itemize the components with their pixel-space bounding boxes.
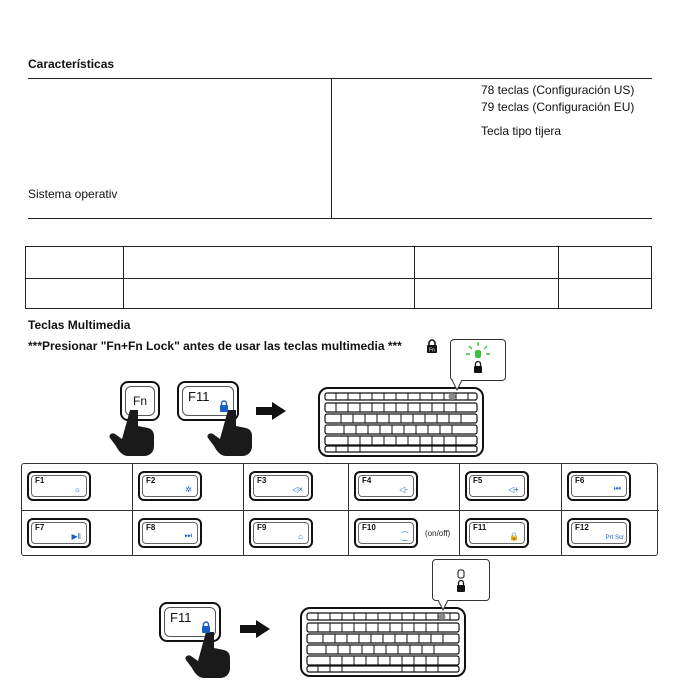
indicator-bubble	[450, 339, 506, 381]
keyboard-keys-graphic	[320, 389, 482, 455]
fkey-cell	[133, 510, 244, 556]
bubble-pointer	[436, 600, 450, 614]
fkey-f8	[138, 518, 202, 548]
fkey-label: F12	[575, 523, 589, 532]
keyboard-keys-graphic	[302, 609, 464, 675]
svg-text:Fn: Fn	[429, 347, 435, 353]
specs-top-rule	[28, 78, 652, 79]
fkey-cell	[562, 510, 659, 556]
table-cell	[26, 279, 124, 309]
play-pause-icon: ▶‖	[71, 532, 81, 541]
mute-icon: ◁×	[292, 485, 303, 494]
keyboard-illustration	[318, 387, 484, 457]
arrow-right-icon	[240, 620, 270, 638]
brightness-up-icon: ✲	[185, 485, 192, 494]
specs-bottom-rule	[28, 218, 652, 219]
fkey-label: F10	[362, 523, 376, 532]
volume-up-icon: ◁+	[508, 485, 519, 494]
table-cell	[415, 279, 559, 309]
fkey-cell	[244, 464, 349, 510]
section-title: Características	[28, 57, 115, 71]
volume-down-icon: ◁-	[399, 485, 408, 494]
fkey-f5	[465, 471, 529, 501]
fkey-label: F5	[473, 476, 483, 485]
fn-lock-led-icon	[451, 340, 505, 380]
hand-icon	[108, 410, 156, 456]
fkey-f11	[465, 518, 529, 548]
hand-icon	[184, 632, 232, 678]
hand-icon	[206, 410, 254, 456]
key-type-spec: Tecla tipo tijera	[481, 124, 562, 138]
fkey-f10	[354, 518, 418, 548]
fkey-label: F7	[35, 523, 45, 532]
bubble-pointer	[450, 380, 464, 394]
next-track-icon: ⏭	[184, 531, 192, 540]
fkey-label: F8	[146, 523, 156, 532]
fn-key-label: Fn	[133, 394, 148, 408]
fkey-cell	[22, 510, 133, 556]
fn-lock-icon	[201, 621, 211, 633]
table-cell	[559, 247, 652, 279]
keys-us-spec: 78 teclas (Configuración US)	[481, 83, 635, 97]
fkey-label: F11	[473, 523, 487, 532]
fkey-cell	[349, 464, 460, 510]
fkey-f12	[567, 518, 631, 548]
fkey-label: F9	[257, 523, 267, 532]
fkey-cell	[460, 510, 562, 556]
backlight-toggle-note: (on/off)	[425, 529, 451, 538]
f11-key-label: F11	[188, 389, 210, 404]
fn-lock-icon	[219, 400, 229, 412]
empty-spec-table	[25, 246, 652, 309]
multimedia-warning: ***Presionar "Fn+Fn Lock" antes de usar las teclas multimedia ***	[28, 339, 402, 353]
fn-lock-led-off-icon	[433, 560, 489, 600]
print-screen-icon: Prt Scr	[605, 535, 624, 541]
keys-eu-spec: 79 teclas (Configuración EU)	[481, 100, 635, 114]
fkey-cell	[562, 464, 659, 510]
fkey-label: F4	[362, 476, 372, 485]
brightness-down-icon: ☼	[73, 485, 81, 494]
table-cell	[415, 247, 559, 279]
fkey-cell	[22, 464, 133, 510]
keyboard-illustration	[300, 607, 466, 677]
specs-divider	[331, 78, 332, 218]
fkey-f2	[138, 471, 202, 501]
fkey-f9	[249, 518, 313, 548]
fkey-cell	[460, 464, 562, 510]
fkey-label: F3	[257, 476, 267, 485]
fkey-f4	[354, 471, 418, 501]
fkey-label: F2	[146, 476, 156, 485]
fkey-f1	[27, 471, 91, 501]
fkey-cell	[349, 510, 460, 556]
home-icon: ⌂	[298, 532, 303, 541]
table-cell	[559, 279, 652, 309]
table-cell	[124, 279, 415, 309]
lock-icon: 🔒	[509, 532, 519, 541]
fkey-label: F6	[575, 476, 585, 485]
fkey-label: F1	[35, 476, 45, 485]
table-cell	[26, 247, 124, 279]
fkey-f7	[27, 518, 91, 548]
indicator-bubble	[432, 559, 490, 601]
table-cell	[124, 247, 415, 279]
multimedia-title: Teclas Multimedia	[28, 318, 131, 332]
fkey-cell	[244, 510, 349, 556]
previous-track-icon: ⏮	[613, 484, 621, 493]
fkey-f3	[249, 471, 313, 501]
backlight-icon: ⁐	[401, 532, 408, 541]
fkey-cell	[133, 464, 244, 510]
fkey-f6	[567, 471, 631, 501]
fn-lock-icon	[426, 339, 438, 353]
function-key-grid	[21, 463, 658, 556]
f11-key-label: F11	[170, 610, 192, 625]
arrow-right-icon	[256, 402, 286, 420]
os-label: Sistema operativ	[28, 187, 118, 201]
